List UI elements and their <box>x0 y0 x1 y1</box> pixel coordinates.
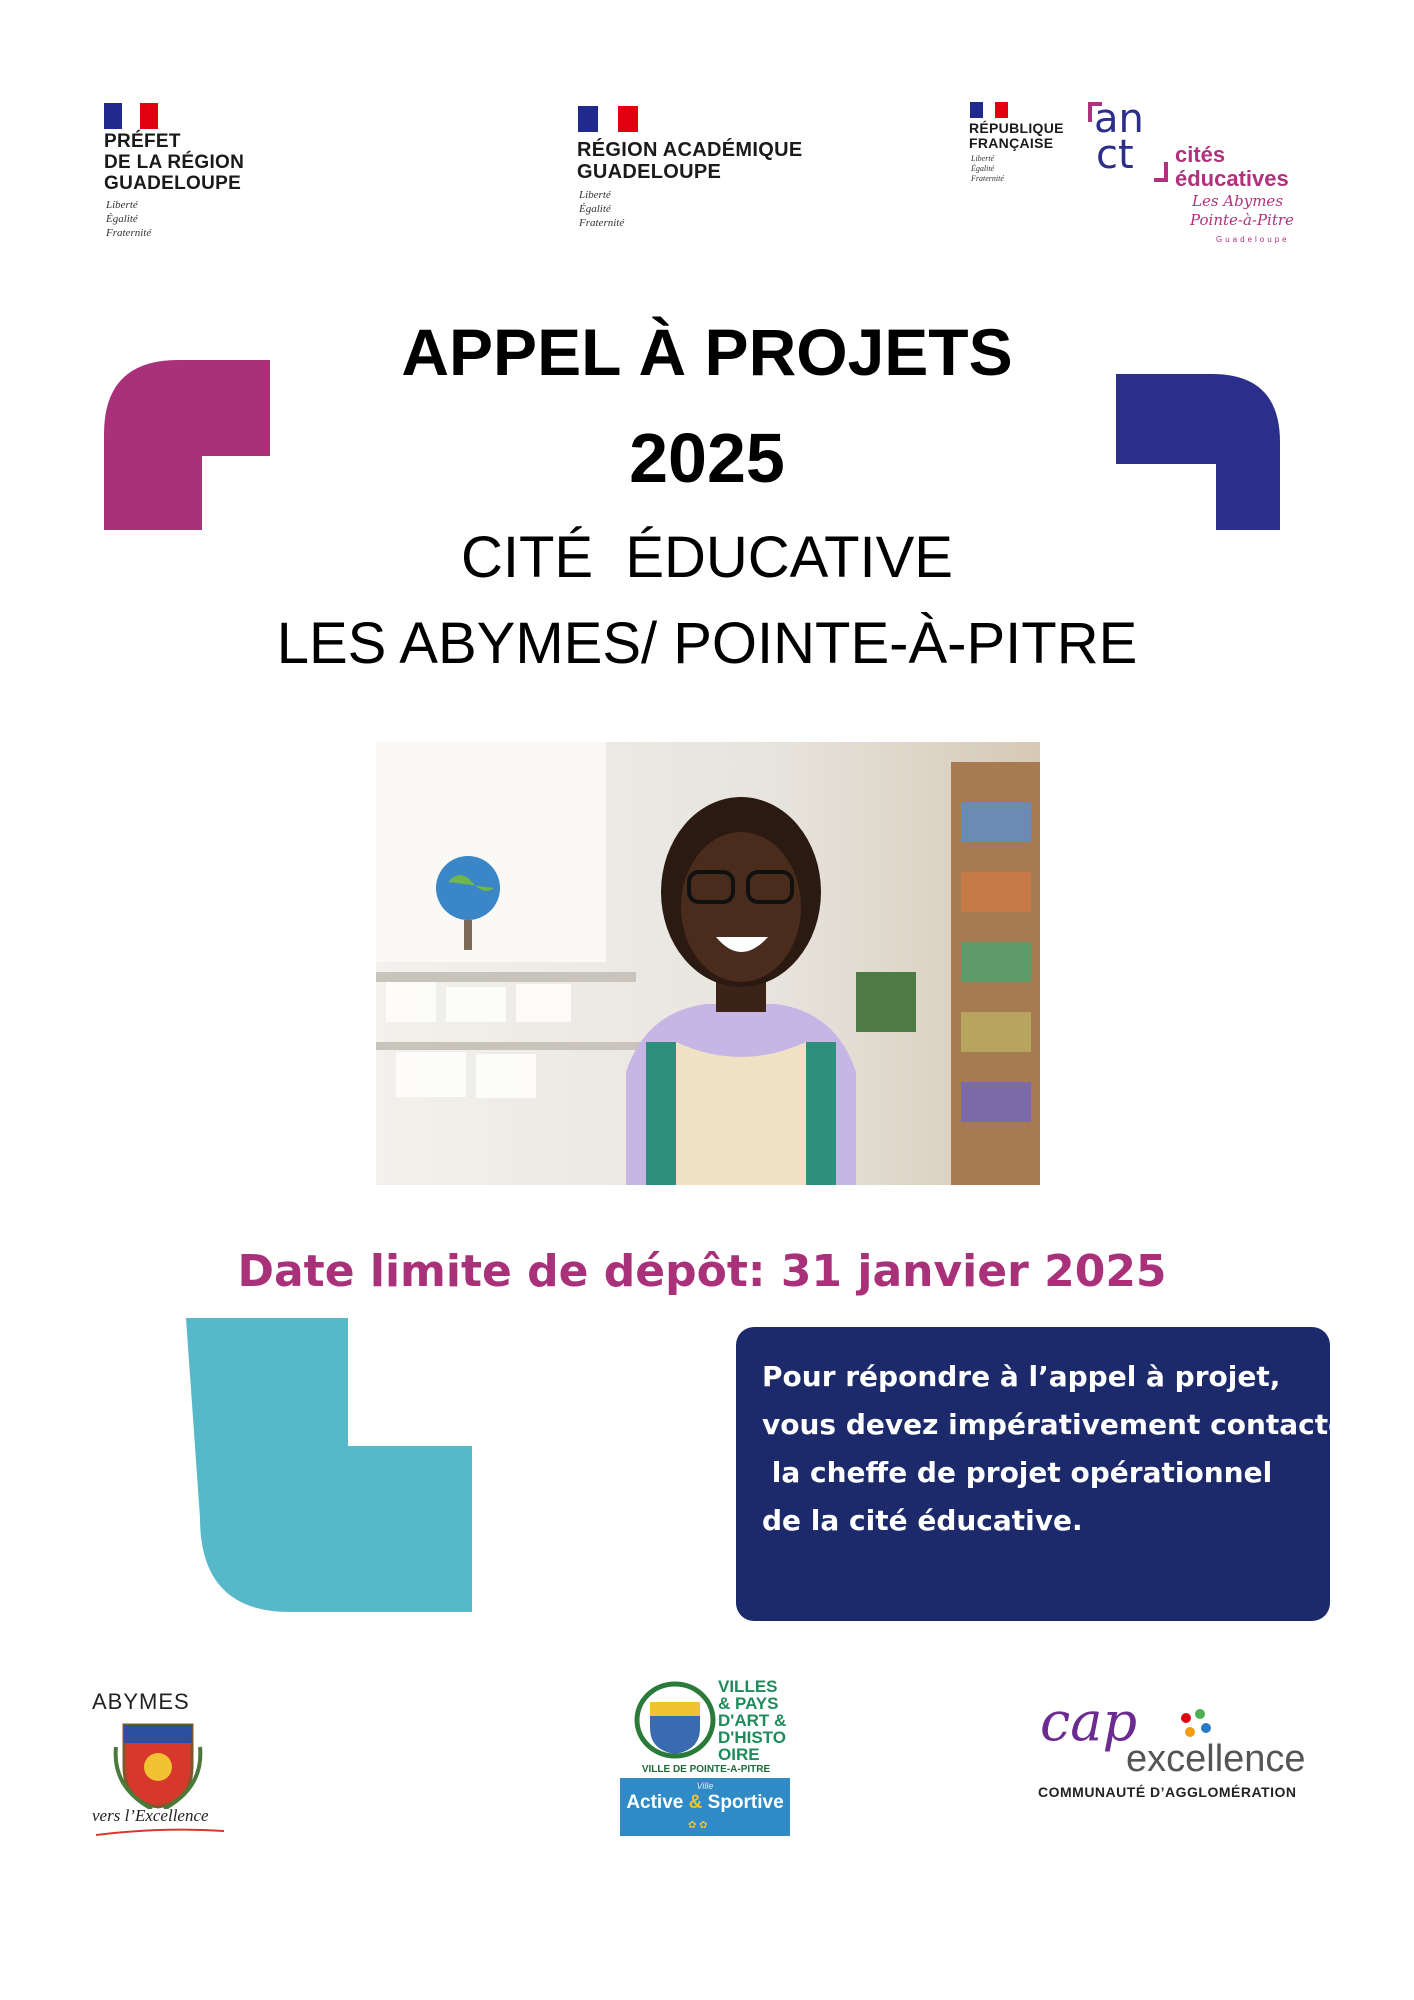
vpah-line: OIRE <box>718 1745 760 1764</box>
motto-fraternite: Fraternité <box>579 217 625 229</box>
anct-bottom-text: ct <box>1096 132 1134 178</box>
city-crest-icon <box>632 1680 718 1760</box>
coat-of-arms-icon <box>112 1717 204 1809</box>
cites-city1: Les Abymes <box>1192 192 1284 210</box>
motto-liberte: Liberté <box>106 199 138 211</box>
laurel-icon: ✿ ✿ <box>688 1820 708 1831</box>
vpah-line: & PAYS <box>718 1694 779 1713</box>
deadline-text: Date limite de dépôt: 31 janvier 2025 <box>237 1246 1167 1297</box>
prefet-line: DE LA RÉGION <box>104 152 245 173</box>
info-line: Pour répondre à l’appel à projet, <box>762 1360 1281 1393</box>
teal-corner-shape <box>186 1318 476 1618</box>
cites-line1: cités <box>1175 142 1226 167</box>
motto-egalite: Égalité <box>971 164 995 173</box>
vpah-line: VILLES <box>718 1677 778 1696</box>
info-line: de la cité éducative. <box>762 1504 1083 1537</box>
cap-word: cap <box>1040 1690 1138 1753</box>
prefet-line: GUADELOUPE <box>104 173 242 194</box>
anct-top-text: an <box>1094 96 1144 142</box>
active-text: Active <box>626 1792 684 1813</box>
dots-icon <box>1176 1708 1216 1742</box>
info-line: la cheffe de projet opérationnel <box>762 1456 1273 1489</box>
french-flag-icon <box>104 103 158 129</box>
info-line: vous devez impérativement contacter <box>762 1408 1361 1441</box>
academie-line: RÉGION ACADÉMIQUE <box>577 139 803 161</box>
motto-egalite: Égalité <box>106 213 138 225</box>
cites-region: Guadeloupe <box>1216 235 1290 244</box>
slogan-underline <box>96 1827 228 1837</box>
cites-line2: éducatives <box>1175 166 1289 191</box>
title-year: 2025 <box>629 419 785 497</box>
republique-line: RÉPUBLIQUE <box>969 120 1064 136</box>
motto-egalite: Égalité <box>579 203 611 215</box>
excellence-word: excellence <box>1126 1738 1306 1780</box>
abymes-slogan: vers l’Excellence <box>92 1806 209 1825</box>
communaute-text: COMMUNAUTÉ D’AGGLOMÉRATION <box>1038 1784 1297 1800</box>
vpah-line: D'ART & <box>718 1711 787 1730</box>
ville-small: Ville <box>696 1781 714 1791</box>
active-sportive-badge <box>620 1778 790 1836</box>
title-appel: APPEL À PROJETS <box>401 315 1013 389</box>
anct-logo <box>1088 96 1162 182</box>
info-box <box>736 1327 1361 1621</box>
abymes-name: ABYMES <box>92 1689 190 1714</box>
french-flag-icon <box>578 106 638 132</box>
bracket-icon <box>1154 162 1168 182</box>
motto-liberte: Liberté <box>971 154 995 163</box>
academie-line: GUADELOUPE <box>577 161 722 183</box>
republique-line: FRANÇAISE <box>969 135 1054 151</box>
title-location: LES ABYMES/ POINTE-À-PITRE <box>276 611 1138 676</box>
prefet-line: PRÉFET <box>104 131 181 152</box>
cites-city2: Pointe-à-Pitre <box>1190 211 1294 229</box>
french-flag-icon <box>970 102 1008 118</box>
vpah-line: D'HISTO <box>718 1728 786 1747</box>
motto-fraternite: Fraternité <box>971 174 1004 183</box>
motto-liberte: Liberté <box>579 189 611 201</box>
student-photo <box>376 742 1040 1185</box>
title-cite-educative: CITÉ ÉDUCATIVE <box>461 525 953 590</box>
amp-text: & <box>688 1792 703 1813</box>
ville-name: VILLE DE POINTE-A-PITRE <box>641 1764 771 1775</box>
sportive-text: Sportive <box>707 1792 784 1813</box>
motto-fraternite: Fraternité <box>106 227 152 239</box>
